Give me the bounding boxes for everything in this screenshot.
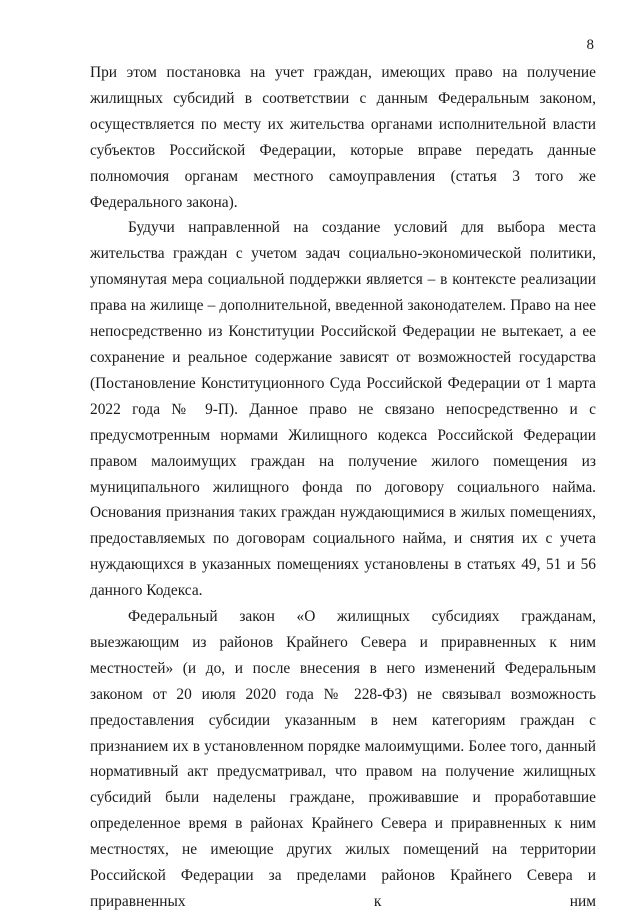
page-number: 8 xyxy=(586,37,594,53)
paragraph-federal-law: Федеральный закон «О жилищных субсидиях гражданам, выезжающим из районов Крайнего Севера и приравненных к ним местностей» (и до, и после внесения в него изменений Федеральным законом от 20 июля 2020 года № 228-ФЗ) не связывал возможность предоставления субсидии указанным в нем категориям граждан с признанием их в установленном порядке малоимущими. Более того, данный нормативный акт предусматривал, что правом на получение жилищных субсидий были наделены граждане, проживавшие и проработавшие определенное время в районах Крайнего Севера и приравненных к ним местностях, не имеющие других жилых помещений на территории Российской Федерации за пределами районов Крайнего Севера и приравненных к ним xyxy=(90,608,596,910)
paragraph-registration: При этом постановка на учет граждан, имеющих право на получение жилищных субсидий в соответствии с данным Федеральным законом, осуществляется по месту их жительства органами исполнительной власти субъектов Российской Федерации, которые вправе передать данные полномочия органам местного самоуправления (статья 3 того же Федерального закона). xyxy=(90,64,596,211)
paragraph-social-support: Будучи направленной на создание условий для выбора места жительства граждан с учетом задач социально-экономической политики, упомянутая мера социальной поддержки является – в контексте реализации права на жилище – дополнительной, введенной законодателем. Право на нее непосредственно из Конституции Российской Федерации не вытекает, а ее сохранение и реальное содержание зависят от возможностей государства (Постановление Конституционного Суда Российской Федерации от 1 марта 2022 года № 9-П). Данное право не связано непосредственно и с предусмотренным нормами Жилищного кодекса Российской Федерации правом малоимущих граждан на получение жилого помещения из муниципального жилищного фонда по договору социального найма. Основания признания таких граждан нуждающимися в жилых помещениях, предоставляемых по договорам социального найма, и снятия их с учета нуждающихся в указанных помещениях установлены в статьях 49, 51 и 56 данного Кодекса. xyxy=(90,219,596,600)
document-body xyxy=(90,60,596,915)
